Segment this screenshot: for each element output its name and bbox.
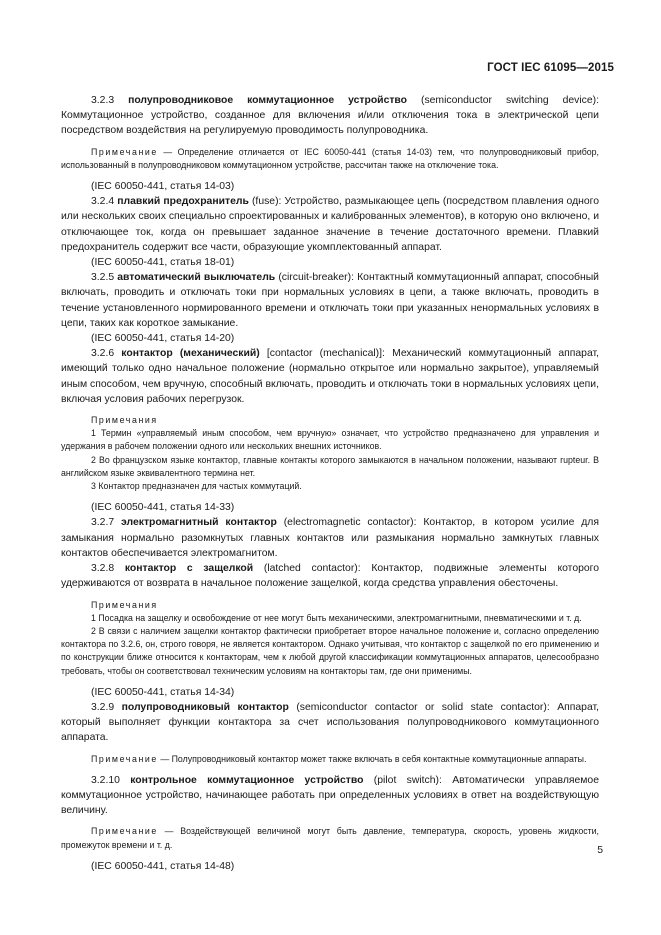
clause-number: 3.2.5 [91,272,115,284]
note-item: 3 Контактор предназначен для частых коммутаций. [91,481,302,492]
clause-3-2-7 [61,515,599,561]
clause-3-2-6 [61,346,599,407]
note-dash: — [157,146,178,157]
note-text: Полупроводниковый контактор может также включать в себя контактные коммутационные аппараты. [171,753,587,764]
definition: (pilot switch): Автоматически управляемое коммутационное устройство, начинающее работать при определенных условиях в ответ на воздействующую величину. [61,774,599,817]
note-item: 1 Посадка на защелку и освобождение от нее могут быть механическими, электромагнитными, пневматическими и т. д. [91,612,582,623]
definition: (latched contactor): Контактор, подвижные элементы которого удерживаются от возврата в начальное положение защелкой, когда средства управления обесточены. [61,563,599,590]
clause-3-2-4 [61,194,599,255]
reference-3-2-10: (IEC 60050-441, статья 14-48) [91,860,235,872]
note-text: Определение отличается от IEC 60050-441 (статья 14-03) тем, что полупроводниковый прибор, использованный в полупроводниковом коммутационном устройстве, рассчитан также на отключение тока. [61,146,600,170]
note-dash: — [157,753,172,764]
definition: (semiconductor switching device): Коммутационное устройство, созданное для включения и/или отключения тока в электрической цепи посредством воздействия на регулируемую проводимость полупроводника. [61,95,600,137]
note-text: Воздействующей величиной могут быть давление, температура, скорость, уровень жидкости, промежуток времени и т. д. [61,826,599,850]
note-3-2-3 [61,146,599,172]
note-dash: — [157,826,181,837]
term: автоматический выключатель [117,272,276,284]
term: контактор (механический) [121,348,260,360]
note-3-2-10 [61,825,599,851]
clause-3-2-5 [61,270,599,331]
note-item: 2 Во французском языке контактор, главные контакты которого замыкаются в начальном положении, называют rupteur. В английском языке эквивалентного термина нет. [61,454,599,478]
note-item: 2 В связи с наличием защелки контактор фактически приобретает второе начальное положение и, согласно определению контактора по 3.2.6, он, строго говоря, не является контактором. Однако учитывая, что контактор с защелкой по его применению и по конструкции ближе относится к контакторам, чем к любой другой классификации коммутационных аппаратов, целесообразно требовать, чтобы он соответствовал техническим условиям на контакторы там, где они применимы. [61,625,599,676]
standard-header: ГОСТ IEC 61095—2015 [487,62,614,74]
notes-heading [61,414,599,427]
clause-number: 3.2.6 [91,348,115,360]
note-label: Примечание [91,146,158,157]
note-item: 1 Термин «управляемый иным способом, чем вручную» означает, что устройство предназначено для управления и удержания в рабочем положении одного или нескольких внешних источников. [61,428,599,452]
clause-3-2-3 [61,93,599,139]
reference-3-2-4: (IEC 60050-441, статья 18-01) [91,257,235,269]
page-number: 5 [597,845,603,856]
notes-heading [61,599,599,612]
notes-label: Примечания [91,599,158,610]
notes-label: Примечания [91,415,158,426]
clause-3-2-8 [61,561,599,591]
definition: (circuit-breaker): Контактный коммутационный аппарат, способный включать, проводить и отключать токи при нормальных условиях в цепи, а также включать, проводить в течение установленного нормированного времени и отключать токи при указанных ненормальных условиях в цепи, таких как короткое замыкание. [61,272,599,329]
clause-3-2-9 [61,700,599,746]
clause-number: 3.2.4 [91,196,115,208]
document-body [61,93,599,874]
note-3-2-9 [61,753,599,766]
term: контрольное коммутационное устройство [130,774,364,786]
definition: (semiconductor contactor or solid state contactor): Аппарат, который выполняет функции контактора за счет использования полупроводникового коммутационного аппарата. [61,701,599,744]
clause-3-2-10 [61,773,599,819]
definition: [contactor (mechanical)]: Механический коммутационный аппарат, имеющий только одно начальное положение (нормально открытое или нормально закрытое), управляемый иным способом, чем вручную, способный включать, проводить и отключать токи в нормальных условиях цепи, включая условия рабочих перегрузок. [61,348,600,405]
reference-3-2-6: (IEC 60050-441, статья 14-33) [91,502,235,514]
term: электромагнитный контактор [121,517,277,529]
note-label: Примечание [91,826,158,837]
reference-3-2-8: (IEC 60050-441, статья 14-34) [91,686,235,698]
term: контактор с защелкой [124,563,254,575]
clause-number: 3.2.8 [91,563,115,575]
definition: (fuse): Устройство, размыкающее цепь (посредством плавления одного или нескольких своих специально спроектированных и калиброванных элементов), в которую оно включено, и отключающее ток, когда он превышает заданное значение в течение достаточного времени. Плавкий предохранитель содержит все части, образующие укомплектованный аппарат. [61,196,600,253]
reference-3-2-3: (IEC 60050-441, статья 14-03) [91,181,235,193]
term: плавкий предохранитель [117,196,249,208]
definition: (electromagnetic contactor): Контактор, в котором усилие для замыкания нормально разомкнутых главных контактов или размыкания нормально замкнутых главных контактов обеспечивается электромагнитом. [61,517,599,559]
term: полупроводниковое коммутационное устройство [128,95,408,106]
clause-number: 3.2.9 [91,701,115,713]
clause-number: 3.2.7 [91,517,115,529]
clause-number: 3.2.10 [91,774,120,786]
term: полупроводниковый контактор [121,701,289,713]
note-label: Примечание [91,753,158,764]
reference-3-2-5: (IEC 60050-441, статья 14-20) [91,333,235,345]
clause-number: 3.2.3 [91,95,115,106]
